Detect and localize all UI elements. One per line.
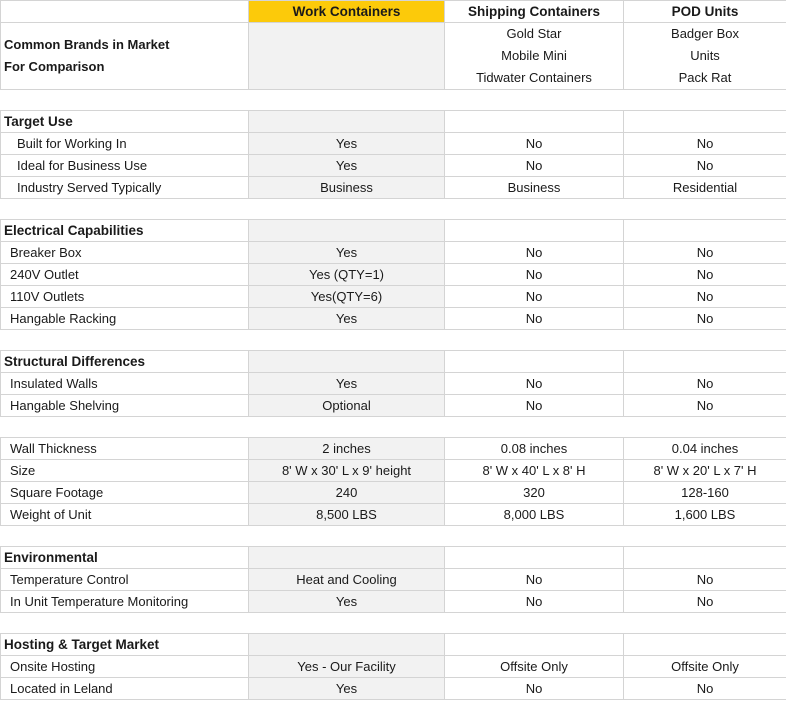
spacer-row: [1, 90, 786, 111]
section-title: Electrical Capabilities: [1, 220, 249, 242]
cell-shipping: 0.08 inches: [445, 438, 624, 460]
cell-shipping: No: [445, 591, 624, 613]
brands-work: [249, 23, 445, 90]
cell-pod: No: [624, 264, 786, 286]
header-corner: [1, 1, 249, 23]
cell-shipping: No: [445, 133, 624, 155]
cell-work: Yes: [249, 373, 445, 395]
section-header-hosting: [1, 634, 786, 656]
row-label: Weight of Unit: [1, 504, 249, 526]
spacer-row: [1, 199, 786, 220]
row-label: Industry Served Typically: [1, 177, 249, 199]
cell-shipping: Offsite Only: [445, 656, 624, 678]
row-label: Size: [1, 460, 249, 482]
brands-label: [1, 23, 249, 90]
cell-shipping: No: [445, 242, 624, 264]
table-row: [1, 286, 786, 308]
row-label: Hangable Racking: [1, 308, 249, 330]
row-label: Wall Thickness: [1, 438, 249, 460]
cell-shipping: 320: [445, 482, 624, 504]
cell-work: Yes(QTY=6): [249, 286, 445, 308]
cell-shipping: No: [445, 569, 624, 591]
spacer-row: [1, 613, 786, 634]
table-row: [1, 678, 786, 700]
row-label: Ideal for Business Use: [1, 155, 249, 177]
cell-shipping: No: [445, 373, 624, 395]
section-header-structural: [1, 351, 786, 373]
table-row: [1, 569, 786, 591]
header-pod-units: POD Units: [624, 1, 786, 23]
cell-pod: Offsite Only: [624, 656, 786, 678]
table-row: [1, 177, 786, 199]
cell-pod: 8' W x 20' L x 7' H: [624, 460, 786, 482]
cell-work: 2 inches: [249, 438, 445, 460]
brands-shipping: [445, 23, 624, 90]
table-row: [1, 591, 786, 613]
brand-name: Tidwater Containers: [476, 70, 592, 85]
row-label: Located in Leland: [1, 678, 249, 700]
cell-shipping: 8' W x 40' L x 8' H: [445, 460, 624, 482]
header-work-containers: Work Containers: [249, 1, 445, 23]
cell-pod: No: [624, 373, 786, 395]
cell-work: Yes: [249, 242, 445, 264]
cell-shipping: No: [445, 395, 624, 417]
cell-pod: Residential: [624, 177, 786, 199]
cell-pod: No: [624, 242, 786, 264]
brands-label-line2: For Comparison: [4, 59, 105, 74]
table-row: [1, 264, 786, 286]
brands-pod: [624, 23, 786, 90]
cell-pod: 0.04 inches: [624, 438, 786, 460]
brand-name: Units: [690, 48, 720, 63]
section-title: Structural Differences: [1, 351, 249, 373]
table-row: [1, 656, 786, 678]
table-row: [1, 373, 786, 395]
brand-name: Badger Box: [671, 26, 739, 41]
cell-pod: No: [624, 133, 786, 155]
cell-pod: No: [624, 569, 786, 591]
row-label: In Unit Temperature Monitoring: [1, 591, 249, 613]
row-label: Onsite Hosting: [1, 656, 249, 678]
brands-row: [1, 23, 786, 90]
table-row: [1, 460, 786, 482]
cell-work: Optional: [249, 395, 445, 417]
row-label: 240V Outlet: [1, 264, 249, 286]
cell-pod: No: [624, 155, 786, 177]
brand-name: Mobile Mini: [501, 48, 567, 63]
table-row: [1, 395, 786, 417]
brand-name: Gold Star: [506, 26, 562, 41]
cell-work: Yes: [249, 308, 445, 330]
row-label: 110V Outlets: [1, 286, 249, 308]
table-row: [1, 482, 786, 504]
spacer-row: [1, 417, 786, 438]
cell-work: 8' W x 30' L x 9' height: [249, 460, 445, 482]
spacer-row: [1, 330, 786, 351]
cell-pod: 1,600 LBS: [624, 504, 786, 526]
row-label: Square Footage: [1, 482, 249, 504]
row-label: Breaker Box: [1, 242, 249, 264]
cell-shipping: 8,000 LBS: [445, 504, 624, 526]
cell-shipping: No: [445, 286, 624, 308]
section-title: Hosting & Target Market: [1, 634, 249, 656]
table-row: [1, 438, 786, 460]
cell-pod: No: [624, 286, 786, 308]
table-row: [1, 242, 786, 264]
brand-name: Pack Rat: [678, 70, 732, 85]
cell-work: Yes: [249, 155, 445, 177]
section-header-environmental: [1, 547, 786, 569]
row-label: Hangable Shelving: [1, 395, 249, 417]
cell-work: 8,500 LBS: [249, 504, 445, 526]
section-title: Environmental: [1, 547, 249, 569]
cell-work: Yes: [249, 133, 445, 155]
cell-work: 240: [249, 482, 445, 504]
section-header-electrical: [1, 220, 786, 242]
section-title: Target Use: [1, 111, 249, 133]
table-row: [1, 155, 786, 177]
cell-work: Yes: [249, 591, 445, 613]
cell-work: Heat and Cooling: [249, 569, 445, 591]
brands-label-line1: Common Brands in Market: [4, 37, 170, 52]
cell-pod: No: [624, 395, 786, 417]
cell-pod: No: [624, 591, 786, 613]
row-label: Temperature Control: [1, 569, 249, 591]
cell-work: Yes: [249, 678, 445, 700]
table-row: [1, 133, 786, 155]
row-label: Built for Working In: [1, 133, 249, 155]
cell-pod: No: [624, 308, 786, 330]
spacer-row: [1, 526, 786, 547]
cell-shipping: No: [445, 308, 624, 330]
cell-shipping: No: [445, 264, 624, 286]
row-label: Insulated Walls: [1, 373, 249, 395]
cell-work: Business: [249, 177, 445, 199]
cell-work: Yes (QTY=1): [249, 264, 445, 286]
cell-work: Yes - Our Facility: [249, 656, 445, 678]
cell-pod: 128-160: [624, 482, 786, 504]
cell-shipping: Business: [445, 177, 624, 199]
header-row: [1, 1, 786, 23]
table-row: [1, 504, 786, 526]
cell-shipping: No: [445, 678, 624, 700]
section-header-target-use: [1, 111, 786, 133]
header-shipping-containers: Shipping Containers: [445, 1, 624, 23]
cell-shipping: No: [445, 155, 624, 177]
cell-pod: No: [624, 678, 786, 700]
table-row: [1, 308, 786, 330]
